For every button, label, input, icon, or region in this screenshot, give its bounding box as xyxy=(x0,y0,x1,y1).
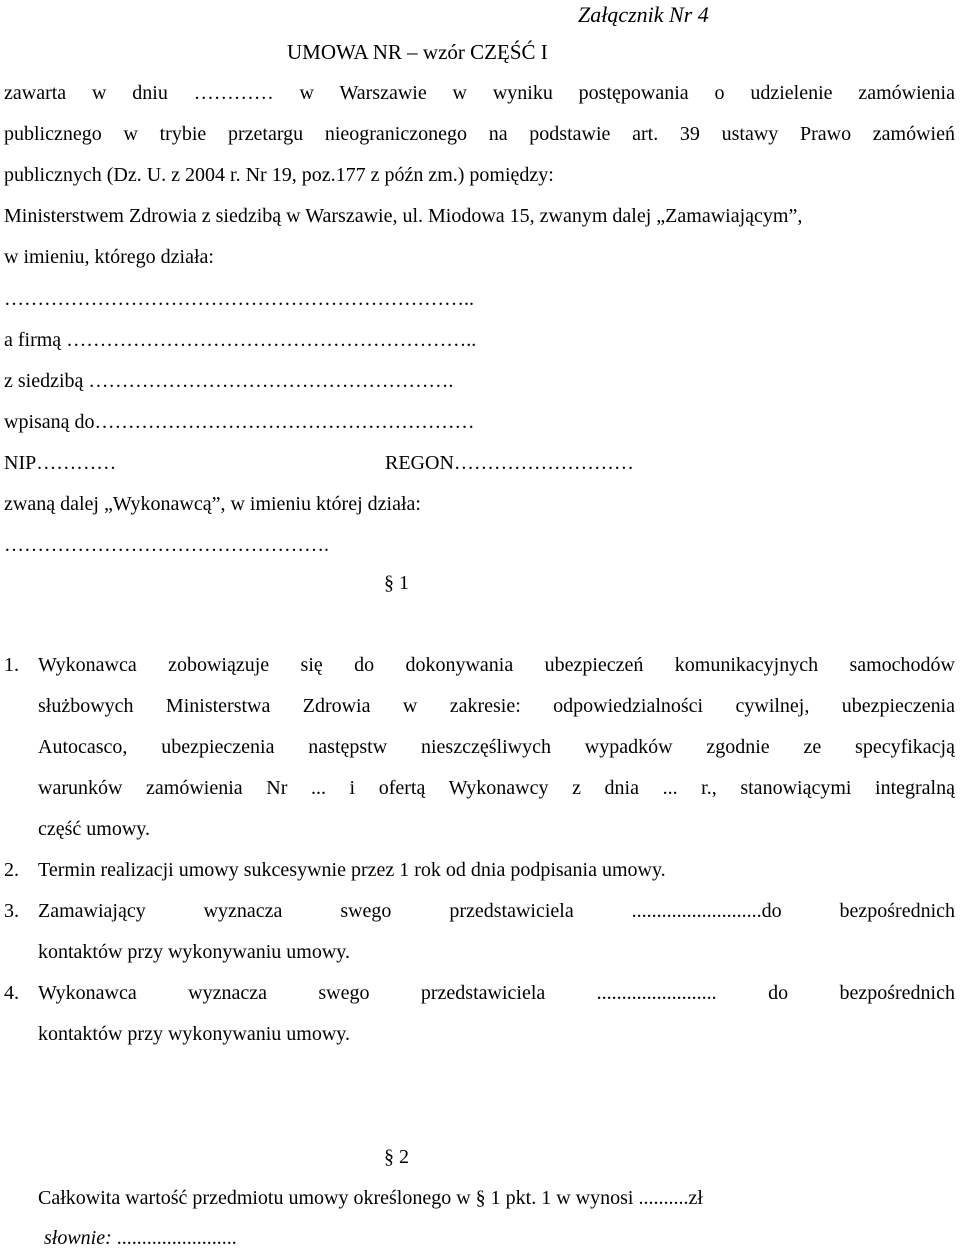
clause-4-line-2: kontaktów przy wykonywaniu umowy. xyxy=(38,1023,350,1045)
intro-line-2: publicznego w trybie przetargu nieograniczonego na podstawie art. 39 ustawy Prawo zamówień xyxy=(4,123,955,145)
document-title: UMOWA NR – wzór CZĘŚĆ I xyxy=(287,40,548,64)
clause-1-line: Wykonawca zobowiązuje się do dokonywania ubezpieczeń komunikacyjnych samochodów xyxy=(38,654,955,676)
clause-1-line: służbowych Ministerstwa Zdrowia w zakresie: odpowiedzialności cywilnej, ubezpieczenia xyxy=(38,695,955,717)
clause-1-number: 1. xyxy=(4,654,19,676)
in-words-dots: ........................ xyxy=(116,1227,237,1249)
blank-dots-line: …………………………………………………………….. xyxy=(4,288,474,310)
clause-3-number: 3. xyxy=(4,900,19,922)
firm-line: a firmą …………………………………………………….. xyxy=(4,329,477,351)
intro-line-3: publicznych (Dz. U. z 2004 r. Nr 19, poz.177 z późn zm.) pomiędzy: xyxy=(4,164,554,186)
nip-line: NIP………… xyxy=(4,452,117,474)
clause-3-line-1: Zamawiający wyznacza swego przedstawiciela ..........................do bezpośrednich xyxy=(38,900,955,922)
clause-4-line-1: Wykonawca wyznacza swego przedstawiciela ........................ do bezpośrednich xyxy=(38,982,955,1004)
section-1-heading: § 1 xyxy=(384,572,409,594)
clause-1-line: Autocasco, ubezpieczenia następstw nieszczęśliwych wypadków zgodnie ze specyfikacją xyxy=(38,736,955,758)
attachment-label: Załącznik Nr 4 xyxy=(578,2,709,27)
intro-line-1: zawarta w dniu ………… w Warszawie w wyniku postępowania o udzielenie zamówienia xyxy=(4,82,955,104)
clause-4-number: 4. xyxy=(4,982,19,1004)
contractor-called-line: zwaną dalej „Wykonawcą”, w imieniu której działa: xyxy=(4,493,421,515)
total-value-line: Całkowita wartość przedmiotu umowy określonego w § 1 pkt. 1 w wynosi ..........zł xyxy=(38,1187,703,1209)
blank-dots-line-2: …………………………………………. xyxy=(4,534,329,556)
registered-line: wpisaną do………………………………………………… xyxy=(4,411,475,433)
intro-line-5: w imieniu, którego działa: xyxy=(4,246,214,268)
seat-line: z siedzibą ………………………………………………. xyxy=(4,370,454,392)
clause-1-line: część umowy. xyxy=(38,818,150,840)
clause-3-line-2: kontaktów przy wykonywaniu umowy. xyxy=(38,941,350,963)
in-words-line xyxy=(44,1228,237,1248)
clause-2-text: Termin realizacji umowy sukcesywnie przez 1 rok od dnia podpisania umowy. xyxy=(38,859,666,881)
clause-1-line: warunków zamówienia Nr ... i ofertą Wykonawcy z dnia ... r., stanowiącymi integralną xyxy=(38,777,955,799)
intro-line-4: Ministerstwem Zdrowia z siedzibą w Warszawie, ul. Miodowa 15, zwanym dalej „Zamawiającym”, xyxy=(4,205,803,227)
section-2-heading: § 2 xyxy=(384,1146,409,1168)
regon-line: REGON……………………… xyxy=(385,452,634,474)
clause-2-number: 2. xyxy=(4,859,19,881)
in-words-label: słownie: xyxy=(44,1227,112,1249)
